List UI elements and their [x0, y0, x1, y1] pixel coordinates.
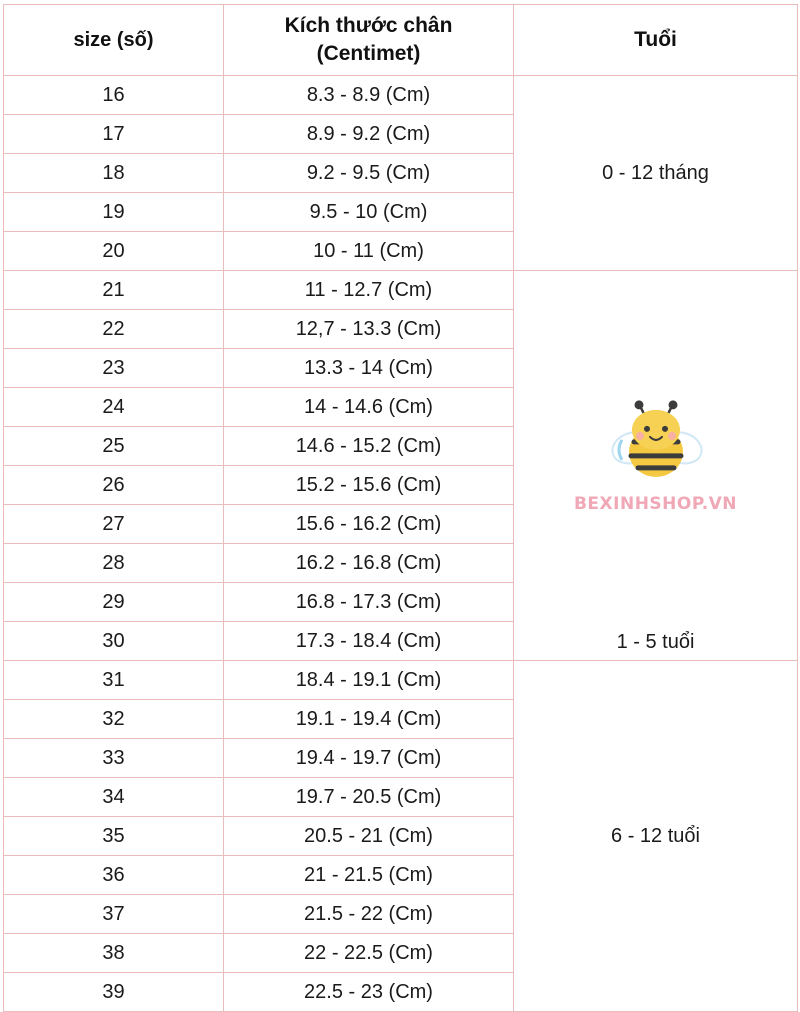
cell-foot-length: 15.2 - 15.6 (Cm) — [224, 466, 514, 505]
cell-size: 17 — [4, 115, 224, 154]
cell-size: 26 — [4, 466, 224, 505]
cell-size: 30 — [4, 622, 224, 661]
cell-foot-length: 8.3 - 8.9 (Cm) — [224, 76, 514, 115]
cell-size: 33 — [4, 739, 224, 778]
table-row — [4, 76, 798, 115]
cell-foot-length: 8.9 - 9.2 (Cm) — [224, 115, 514, 154]
cell-foot-length: 17.3 - 18.4 (Cm) — [224, 622, 514, 661]
cell-foot-length: 14 - 14.6 (Cm) — [224, 388, 514, 427]
cell-foot-length: 14.6 - 15.2 (Cm) — [224, 427, 514, 466]
cell-foot-length: 12,7 - 13.3 (Cm) — [224, 310, 514, 349]
column-header-foot-length-line1: Kích thước chân — [284, 14, 453, 37]
cell-size: 38 — [4, 934, 224, 973]
cell-foot-length: 16.2 - 16.8 (Cm) — [224, 544, 514, 583]
cell-age-group — [514, 661, 798, 1012]
cell-size: 18 — [4, 154, 224, 193]
cell-size: 24 — [4, 388, 224, 427]
cell-size: 29 — [4, 583, 224, 622]
column-header-foot-length-line2: (Centimet) — [316, 42, 421, 65]
cell-size: 23 — [4, 349, 224, 388]
cell-foot-length: 18.4 - 19.1 (Cm) — [224, 661, 514, 700]
cell-foot-length: 21 - 21.5 (Cm) — [224, 856, 514, 895]
cell-age-group — [514, 271, 798, 661]
cell-foot-length: 19.7 - 20.5 (Cm) — [224, 778, 514, 817]
bee-icon — [604, 399, 708, 491]
table-header — [4, 5, 798, 76]
cell-foot-length: 11 - 12.7 (Cm) — [224, 271, 514, 310]
cell-size: 22 — [4, 310, 224, 349]
column-header-age: Tuổi — [514, 5, 798, 76]
age-group-label: 0 - 12 tháng — [602, 161, 709, 184]
cell-size: 35 — [4, 817, 224, 856]
size-chart-page — [0, 4, 800, 1003]
brand-watermark — [514, 399, 797, 513]
cell-foot-length: 20.5 - 21 (Cm) — [224, 817, 514, 856]
cell-foot-length: 19.4 - 19.7 (Cm) — [224, 739, 514, 778]
cell-foot-length: 21.5 - 22 (Cm) — [224, 895, 514, 934]
header-row — [4, 5, 798, 76]
cell-foot-length: 22 - 22.5 (Cm) — [224, 934, 514, 973]
cell-size: 28 — [4, 544, 224, 583]
age-group-label: 6 - 12 tuổi — [611, 824, 700, 847]
brand-name: BEXINHSHOP.VN — [573, 493, 738, 514]
cell-size: 19 — [4, 193, 224, 232]
column-header-size: size (số) — [4, 5, 224, 76]
cell-foot-length: 10 - 11 (Cm) — [224, 232, 514, 271]
cell-foot-length: 22.5 - 23 (Cm) — [224, 973, 514, 1012]
table-row — [4, 661, 798, 700]
cell-foot-length: 15.6 - 16.2 (Cm) — [224, 505, 514, 544]
cell-size: 27 — [4, 505, 224, 544]
cell-size: 34 — [4, 778, 224, 817]
cell-size: 25 — [4, 427, 224, 466]
cell-foot-length: 13.3 - 14 (Cm) — [224, 349, 514, 388]
cell-size: 32 — [4, 700, 224, 739]
cell-size: 16 — [4, 76, 224, 115]
cell-size: 37 — [4, 895, 224, 934]
cell-size: 31 — [4, 661, 224, 700]
cell-size: 36 — [4, 856, 224, 895]
cell-size: 20 — [4, 232, 224, 271]
cell-size: 39 — [4, 973, 224, 1012]
column-header-foot-length — [224, 5, 514, 76]
table-row — [4, 271, 798, 310]
cell-age-group — [514, 76, 798, 271]
cell-size: 21 — [4, 271, 224, 310]
cell-foot-length: 9.5 - 10 (Cm) — [224, 193, 514, 232]
table-body — [4, 76, 798, 1012]
cell-foot-length: 9.2 - 9.5 (Cm) — [224, 154, 514, 193]
cell-foot-length: 19.1 - 19.4 (Cm) — [224, 700, 514, 739]
shoe-size-table — [3, 4, 798, 1012]
cell-foot-length: 16.8 - 17.3 (Cm) — [224, 583, 514, 622]
age-group-label: 1 - 5 tuổi — [616, 631, 695, 653]
